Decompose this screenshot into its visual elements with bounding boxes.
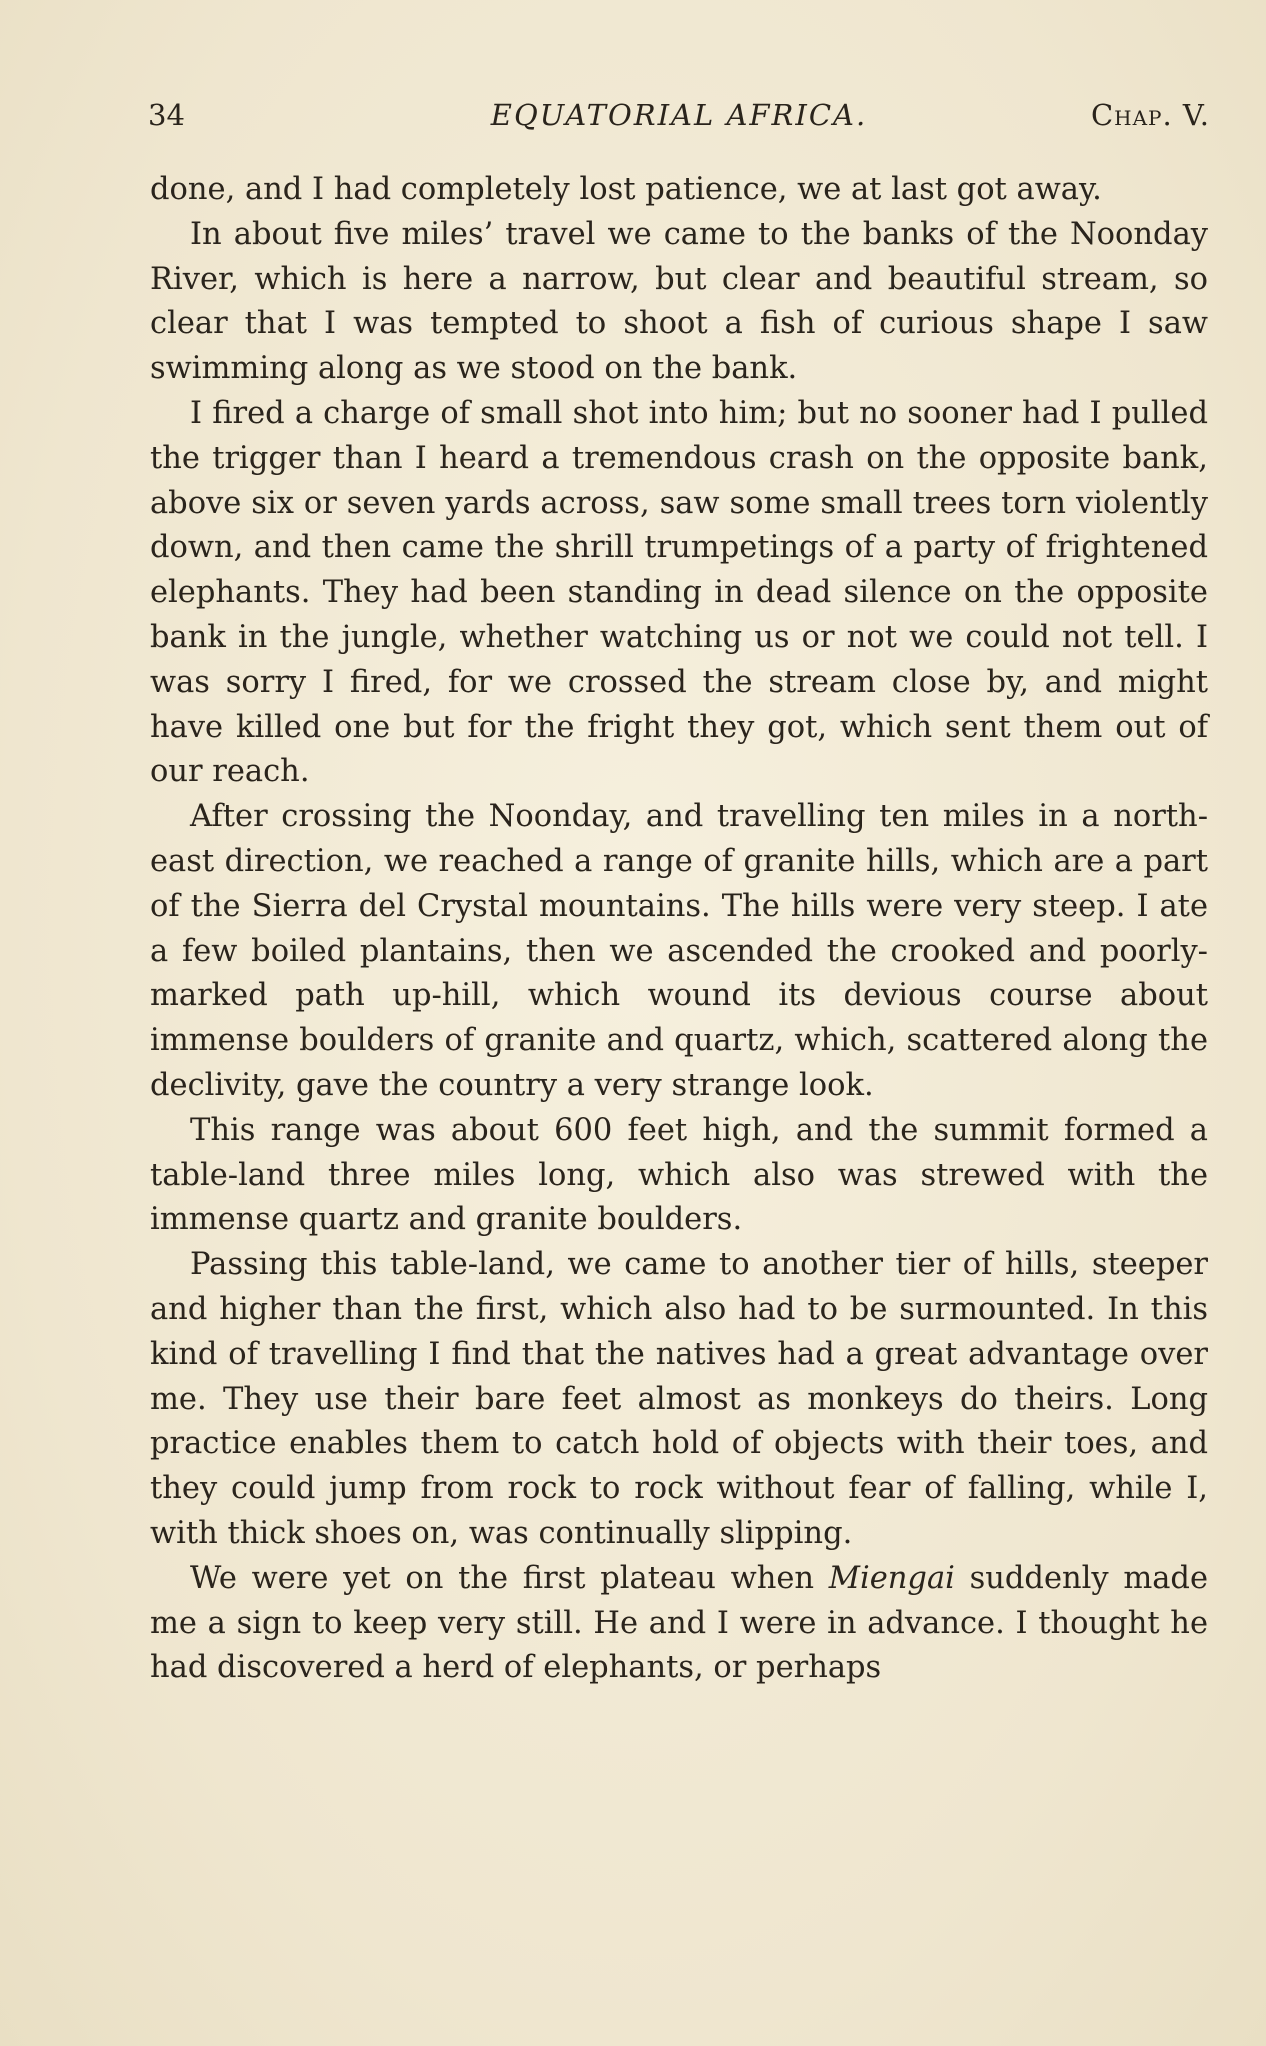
- paragraph-7-end: suddenly made me a sign to keep very still. He and I were in advance. I thought he had discovered a herd of elephants, or perhaps: [150, 1560, 1209, 1686]
- paragraph-5: This range was about 600 feet high, and the summit formed a table-land three miles long, which also was strewed with the immense quartz and granite boulders.: [150, 1112, 1208, 1238]
- page-header: [148, 98, 1210, 144]
- name-miengai: Miengai: [828, 1560, 955, 1596]
- paragraph-7: [150, 1557, 1208, 1691]
- paragraph-6: Passing this table-land, we came to another tier of hills, steeper and higher than the first, which also had to be surmounted. In this kind of travelling I find that the natives had a great advantage over me. They use their bare feet almost as monkeys do theirs. Long practice enables them to catch hold of objects with their toes, and they could jump from rock to rock without fear of falling, while I, with thick shoes on, was continually slipping.: [150, 1247, 1208, 1551]
- paragraph-4: After crossing the Noonday, and travelling ten miles in a north-east direction, we reached a range of granite hills, which are a part of the Sierra del Crystal mountains. The hills were very steep. I ate a few boiled plantains, then we ascended the crooked and poorly-marked path up-hill, which wound its devious course about immense boulders of granite and quartz, which, scattered along the declivity, gave the country a very strange look.: [150, 799, 1208, 1103]
- paragraph-7-start: We were yet on the first plateau when: [190, 1560, 829, 1596]
- chapter-label: Chap. V.: [1090, 98, 1210, 132]
- paragraph-3: I fired a charge of small shot into him; but no sooner had I pulled the trigger than I heard a tremendous crash on the opposite bank, above six or seven yards across, saw some small trees torn violently down, and then came the shrill trumpetings of a party of frightened elephants. They had been standing in dead silence on the opposite bank in the jungle, whether watching us or not we could not tell. I was sorry I fired, for we crossed the stream close by, and might have killed one but for the fright they got, which sent them out of our reach.: [150, 395, 1208, 790]
- body-text: [150, 168, 1208, 1691]
- page-number: 34: [148, 98, 185, 132]
- paragraph-2: In about five miles’ travel we came to the banks of the Noonday River, which is here a narrow, but clear and beautiful stream, so clear that I was tempted to shoot a fish of curious shape I saw swimming along as we stood on the bank.: [150, 216, 1208, 387]
- running-title: EQUATORIAL AFRICA.: [490, 98, 868, 132]
- paragraph-1: done, and I had completely lost patience, we at last got away.: [150, 172, 1102, 207]
